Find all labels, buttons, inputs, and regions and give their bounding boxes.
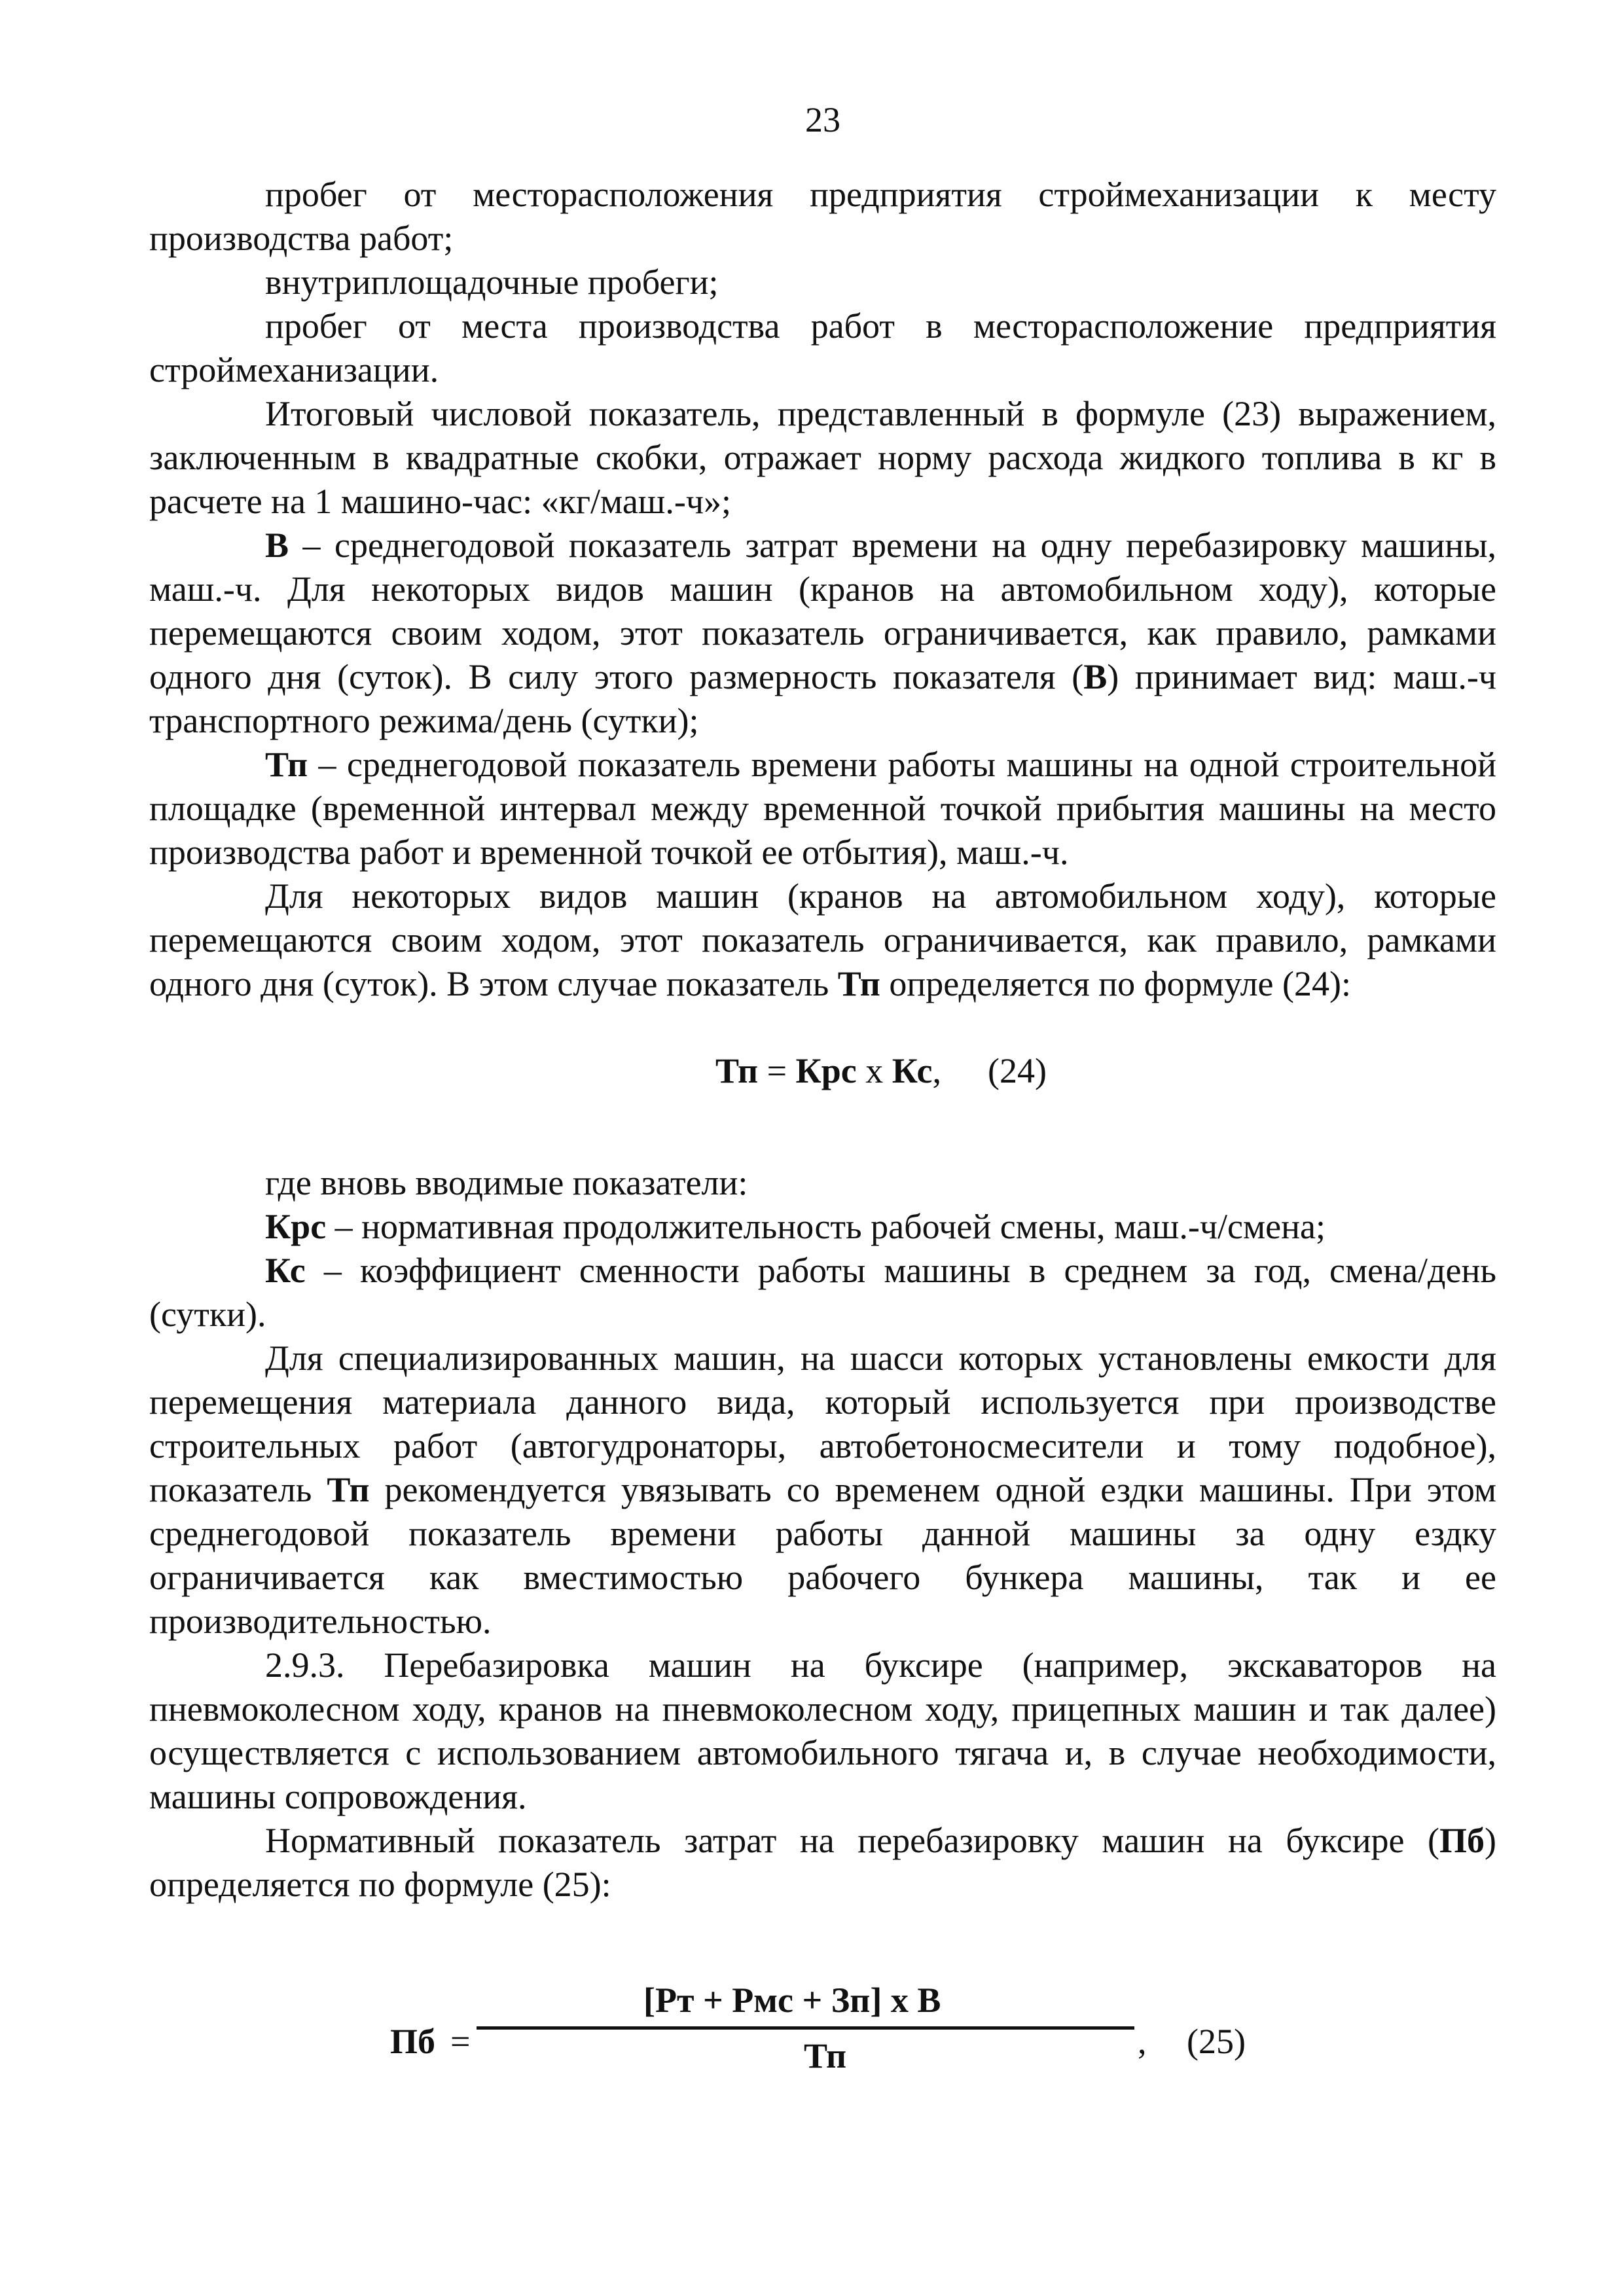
formula-25-fraction-bar — [477, 2026, 1134, 2030]
paragraph: где вновь вводимые показатели: — [265, 1163, 748, 1202]
paragraph-text: Для специализированных машин, на шасси которых установлены емкости для перемещения материала данного вида, который используется при производстве строительных работ (автогудронаторы, автобетоносмесители и тому подобное), показатель — [149, 1338, 1496, 1509]
definition-paragraph — [149, 1205, 1496, 1249]
formula-25-numerator: [Рт + Рмс + Зп] х В — [643, 1981, 941, 2020]
paragraph — [149, 1336, 1496, 1643]
section-paragraph: 2.9.3. Перебазировка машин на буксире (например, экскаваторов на пневмоколесном ходу, кранов на пневмоколесном ходу, прицепных машин и так далее) осуществляется с использованием автомобильного тягача и, в случае необходимости, машины сопровождения. — [149, 1645, 1496, 1816]
formula-24-times: х — [856, 1051, 892, 1090]
definition-paragraph — [149, 743, 1496, 874]
formula-24-lhs: Тп — [715, 1051, 759, 1090]
term: В — [1083, 657, 1108, 696]
formula-25-lhs: Пб — [390, 2022, 436, 2061]
definition-text: – среднегодовой показатель затрат времени на одну перебазировку машины, маш.-ч. Для некоторых видов машин (кранов на автомобильном ходу), которые перемещаются своим ходом, этот показатель ограничивается, как правило, рамками одного дня (суток). В силу этого размерность показателя ( — [149, 526, 1496, 696]
formula-24-term-b: Кс — [892, 1051, 933, 1090]
term: В — [265, 526, 289, 565]
page-number: 23 — [805, 100, 840, 139]
paragraph: Итоговый числовой показатель, представленный в формуле (23) выражением, заключенным в квадратные скобки, отражает норму расхода жидкого топлива в кг в расчете на 1 машино-час: «кг/маш.-ч»; — [149, 394, 1496, 521]
term: Тп — [265, 745, 308, 784]
formula-25-comma: , — [1138, 2022, 1147, 2061]
formula-24-expression — [715, 1049, 941, 1093]
definition-text: ) принимает вид: маш.-ч транспортного режима/день (сутки); — [149, 657, 1496, 740]
definition-text: – нормативная продолжительность рабочей смены, маш.-ч/смена; — [326, 1207, 1326, 1246]
formula-24-term-a: Крс — [795, 1051, 857, 1090]
paragraph: пробег от месторасположения предприятия строймеханизации к месту производства работ; — [149, 175, 1496, 258]
formula-25 — [149, 1979, 1496, 2103]
paragraph-text: рекомендуется увязывать со временем одной ездки машины. При этом среднегодовой показатель времени работы данной машины за одну ездку ограничивается как вместимостью рабочего бункера машины, так и ее производительностью. — [149, 1470, 1497, 1641]
formula-24-eq: = — [758, 1051, 796, 1090]
formula-25-eq: = — [450, 2022, 471, 2061]
term: Кс — [265, 1251, 306, 1290]
formula-24-comma: , — [932, 1051, 941, 1090]
paragraph-text: Для некоторых видов машин (кранов на автомобильном ходу), которые перемещаются своим ходом, этот показатель ограничивается, как правило, рамками одного дня (суток). В этом случае показатель — [149, 876, 1496, 1003]
paragraph-text: Нормативный показатель затрат на перебазировку машин на буксире ( — [265, 1821, 1439, 1860]
definition-text: – среднегодовой показатель времени работы машины на одной строительной площадке (временной интервал между временной точкой прибытия машины на место производства работ и временной точкой ее отбытия), маш.-ч. — [149, 745, 1496, 872]
paragraph-text: определяется по формуле (24): — [880, 964, 1351, 1003]
definition-paragraph — [149, 1249, 1496, 1336]
term: Тп — [327, 1470, 370, 1509]
paragraph-text: ) определяется по формуле (25): — [149, 1821, 1496, 1904]
formula-24 — [149, 1049, 1496, 1093]
term: Крс — [265, 1207, 327, 1246]
paragraph: внутриплощадочные пробеги; — [265, 262, 719, 302]
formula-25-number: (25) — [1187, 2022, 1246, 2061]
formula-24-number: (24) — [988, 1051, 1047, 1090]
paragraph — [149, 874, 1496, 1006]
definition-text: – коэффициент сменности работы машины в среднем за год, смена/день (сутки). — [149, 1251, 1496, 1334]
paragraph: пробег от места производства работ в месторасположение предприятия строймеханизации. — [149, 306, 1496, 389]
term: Пб — [1439, 1821, 1485, 1860]
definition-paragraph — [149, 524, 1496, 743]
paragraph — [149, 1819, 1496, 1907]
formula-25-denominator: Тп — [804, 2036, 847, 2075]
term: Тп — [837, 964, 880, 1003]
